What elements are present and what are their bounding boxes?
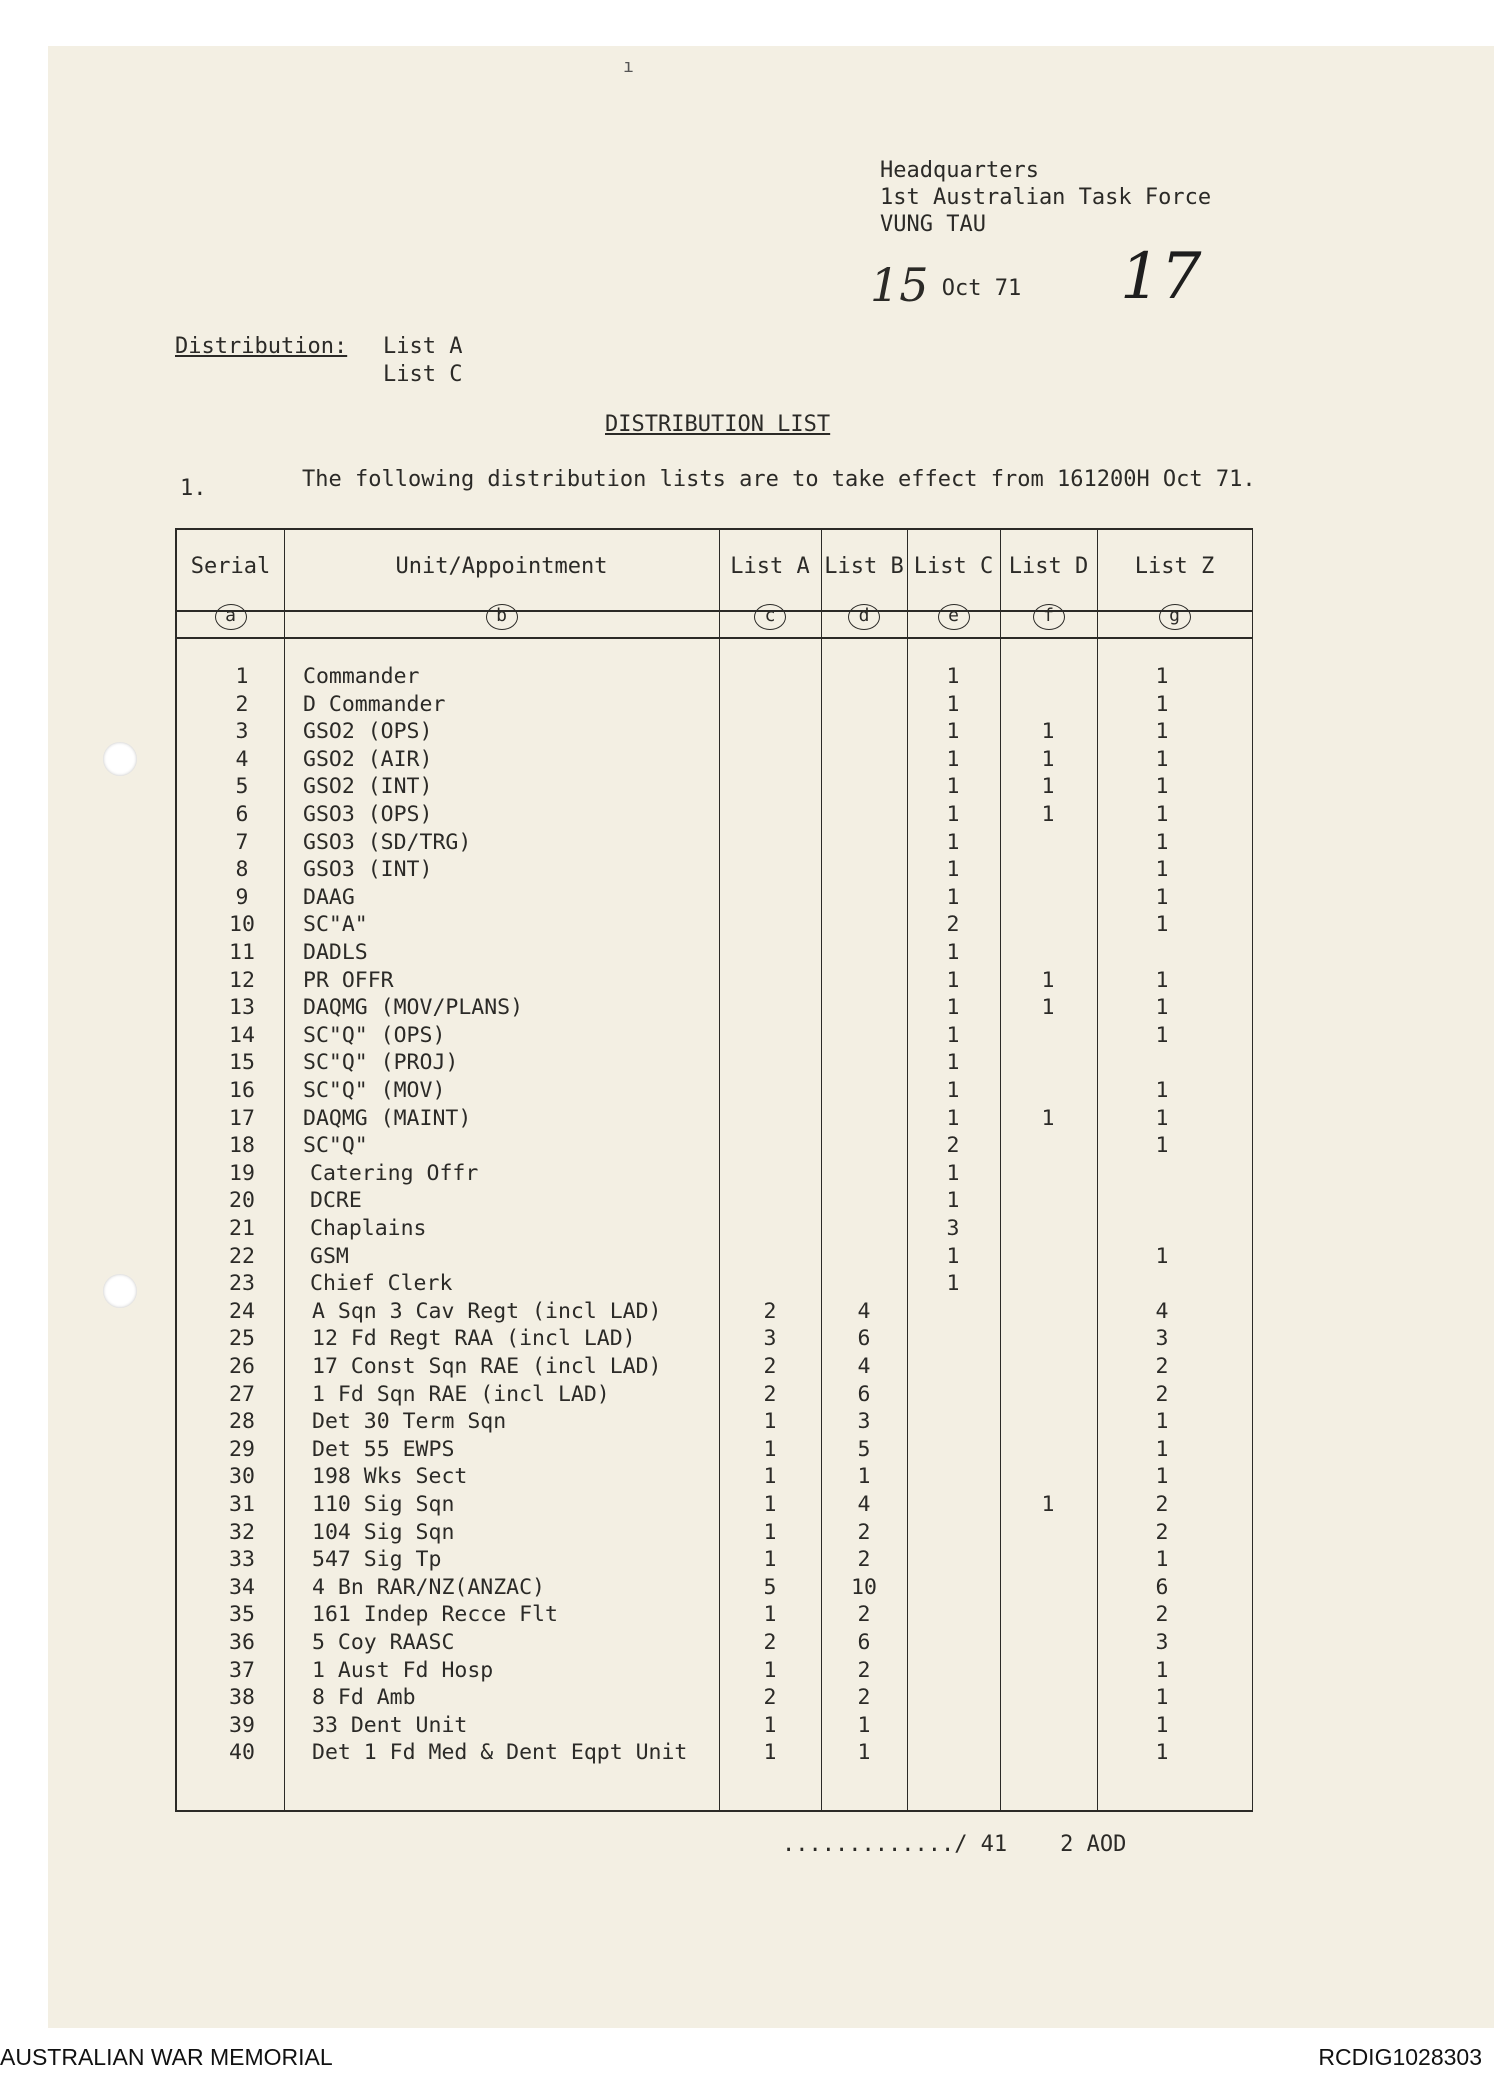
list-c-cell: 1 [946, 691, 960, 717]
table-row [177, 1629, 1252, 1657]
letterhead-line: Headquarters [880, 158, 1039, 183]
list-b-cell: 6 [857, 1381, 871, 1407]
list-b-cell: 2 [857, 1685, 871, 1711]
serial-cell: 30 [229, 1464, 255, 1490]
table-row [177, 1187, 1252, 1215]
serial-cell: 40 [229, 1740, 255, 1766]
table-row [177, 1215, 1252, 1243]
list-c-cell: 1 [946, 1160, 960, 1186]
unit-cell: GSO3 (OPS) [303, 802, 433, 827]
serial-cell: 3 [235, 719, 249, 745]
list-c-cell: 1 [946, 802, 960, 827]
list-z-cell: 1 [1155, 1436, 1169, 1462]
list-z-cell: 2 [1155, 1492, 1169, 1517]
list-b-cell: 4 [857, 1354, 871, 1379]
list-c-cell: 2 [946, 912, 960, 938]
handwritten-folio-number: 17 [1120, 240, 1202, 314]
unit-cell: 161 Indep Recce Flt [312, 1602, 558, 1628]
distribution-table [175, 528, 1253, 1812]
serial-cell: 19 [229, 1160, 255, 1186]
unit-cell: SC"Q" (PROJ) [303, 1050, 459, 1076]
list-z-cell: 1 [1155, 719, 1169, 745]
serial-cell: 16 [229, 1078, 255, 1103]
table-row [177, 1463, 1252, 1491]
serial-cell: 11 [229, 940, 255, 965]
list-d-cell: 1 [1041, 774, 1055, 800]
table-row [177, 801, 1252, 829]
list-c-cell: 1 [946, 719, 960, 745]
list-b-cell: 1 [857, 1712, 871, 1738]
serial-cell: 26 [229, 1354, 255, 1379]
column-letter-text: f [1033, 604, 1065, 630]
serial-cell: 2 [235, 691, 249, 717]
list-c-cell: 1 [946, 884, 960, 910]
serial-cell: 34 [229, 1574, 255, 1600]
list-z-cell: 1 [1155, 912, 1169, 938]
paragraph-text: The following distribution lists are to take effect from 161200H Oct 71. [302, 467, 1256, 492]
list-z-cell: 2 [1155, 1354, 1169, 1379]
page-title: DISTRIBUTION LIST [605, 412, 831, 437]
table-row [177, 746, 1252, 774]
column-letter [1097, 604, 1252, 630]
handwritten-day: 15 [870, 258, 929, 312]
list-z-cell: 1 [1155, 1712, 1169, 1738]
serial-cell: 33 [229, 1547, 255, 1573]
document-date [870, 258, 1021, 312]
column-letter-text: c [754, 604, 786, 630]
unit-cell: Commander [303, 664, 420, 689]
serial-cell: 38 [229, 1685, 255, 1711]
list-z-cell: 4 [1155, 1298, 1169, 1324]
table-row [177, 1243, 1252, 1271]
punch-mark: ı [623, 56, 634, 77]
unit-cell: SC"A" [303, 912, 368, 938]
list-z-cell: 2 [1155, 1519, 1169, 1545]
list-c-cell: 1 [946, 1271, 960, 1297]
unit-cell: A Sqn 3 Cav Regt (incl LAD) [312, 1298, 662, 1324]
unit-cell: DCRE [310, 1188, 362, 1214]
list-z-cell: 1 [1155, 1078, 1169, 1103]
serial-cell: 21 [229, 1216, 255, 1241]
serial-cell: 1 [235, 664, 249, 689]
serial-cell: 7 [235, 829, 249, 855]
unit-cell: 1 Fd Sqn RAE (incl LAD) [312, 1381, 610, 1407]
unit-cell: Chaplains [310, 1216, 427, 1241]
table-row [177, 829, 1252, 857]
column-letter-text: e [938, 604, 970, 630]
serial-cell: 10 [229, 912, 255, 938]
column-header: List C [913, 554, 994, 579]
column-header: Unit/Appointment [395, 554, 608, 579]
serial-cell: 27 [229, 1381, 255, 1407]
unit-cell: GSO2 (AIR) [303, 746, 433, 772]
list-c-cell: 1 [946, 746, 960, 772]
list-c-cell: 3 [946, 1216, 960, 1241]
table-row [177, 1574, 1252, 1602]
list-b-cell: 4 [857, 1298, 871, 1324]
unit-cell: 33 Dent Unit [312, 1712, 468, 1738]
archive-source: AUSTRALIAN WAR MEMORIAL [0, 2044, 333, 2070]
table-row [177, 967, 1252, 995]
unit-cell: SC"Q" (OPS) [303, 1022, 446, 1048]
list-z-cell: 1 [1155, 967, 1169, 993]
column-header: List A [730, 554, 810, 579]
column-letter [284, 604, 719, 630]
list-b-cell: 5 [857, 1436, 871, 1462]
list-c-cell: 1 [946, 774, 960, 800]
column-letter-text: a [215, 604, 247, 630]
list-a-cell: 2 [763, 1354, 777, 1379]
table-row [177, 994, 1252, 1022]
list-b-cell: 2 [857, 1657, 871, 1683]
list-z-cell: 1 [1155, 1547, 1169, 1573]
serial-cell: 4 [235, 746, 249, 772]
serial-cell: 8 [235, 857, 249, 883]
list-z-cell: 1 [1155, 829, 1169, 855]
list-z-cell: 1 [1155, 1243, 1169, 1269]
unit-cell: SC"Q" [303, 1133, 368, 1159]
table-row [177, 1049, 1252, 1077]
list-a-cell: 1 [763, 1519, 777, 1545]
list-c-cell: 1 [946, 1078, 960, 1103]
unit-cell: 5 Coy RAASC [312, 1630, 455, 1655]
unit-cell: Det 1 Fd Med & Dent Eqpt Unit [312, 1740, 688, 1766]
list-d-cell: 1 [1041, 1105, 1055, 1131]
unit-cell: 8 Fd Amb [312, 1685, 416, 1711]
serial-cell: 31 [229, 1492, 255, 1517]
serial-cell: 20 [229, 1188, 255, 1214]
unit-cell: 1 Aust Fd Hosp [312, 1657, 494, 1683]
unit-cell: 4 Bn RAR/NZ(ANZAC) [312, 1574, 545, 1600]
table-row [177, 1132, 1252, 1160]
unit-cell: Det 55 EWPS [312, 1436, 455, 1462]
serial-cell: 18 [229, 1133, 255, 1159]
archive-reference: RCDIG1028303 [1318, 2044, 1482, 2070]
list-d-cell: 1 [1041, 802, 1055, 827]
list-a-cell: 5 [763, 1574, 777, 1600]
table-row [177, 691, 1252, 719]
list-z-cell: 1 [1155, 774, 1169, 800]
list-d-cell: 1 [1041, 995, 1055, 1021]
table-row [177, 1160, 1252, 1188]
list-a-cell: 2 [763, 1685, 777, 1711]
list-c-cell: 1 [946, 1050, 960, 1076]
list-z-cell: 1 [1155, 1657, 1169, 1683]
serial-cell: 35 [229, 1602, 255, 1628]
distribution-value: List C [383, 362, 463, 387]
list-c-cell: 1 [946, 857, 960, 883]
list-z-cell: 1 [1155, 1133, 1169, 1159]
list-c-cell: 1 [946, 664, 960, 689]
unit-cell: 104 Sig Sqn [312, 1519, 455, 1545]
list-z-cell: 1 [1155, 1022, 1169, 1048]
list-c-cell: 1 [946, 829, 960, 855]
serial-cell: 25 [229, 1326, 255, 1352]
list-a-cell: 3 [763, 1326, 777, 1352]
list-z-cell: 1 [1155, 802, 1169, 827]
list-a-cell: 1 [763, 1712, 777, 1738]
table-row [177, 1546, 1252, 1574]
table-row [177, 1739, 1252, 1767]
list-c-cell: 1 [946, 1022, 960, 1048]
letterhead-line: 1st Australian Task Force [880, 185, 1212, 210]
table-row [177, 884, 1252, 912]
table-row [177, 773, 1252, 801]
list-d-cell: 1 [1041, 746, 1055, 772]
list-c-cell: 2 [946, 1133, 960, 1159]
distribution-block [175, 333, 463, 389]
unit-cell: DAQMG (MOV/PLANS) [303, 995, 524, 1021]
table-row [177, 1684, 1252, 1712]
unit-cell: 12 Fd Regt RAA (incl LAD) [312, 1326, 636, 1352]
unit-cell: 17 Const Sqn RAE (incl LAD) [312, 1354, 662, 1379]
letterhead-line: VUNG TAU [880, 212, 986, 237]
unit-cell: 547 Sig Tp [312, 1547, 442, 1573]
column-letter [177, 604, 284, 630]
continuation-page: / 41 [954, 1832, 1008, 1857]
unit-cell: SC"Q" (MOV) [303, 1078, 446, 1103]
continuation-line [782, 1832, 1126, 1857]
table-row [177, 1325, 1252, 1353]
list-a-cell: 1 [763, 1657, 777, 1683]
list-z-cell: 1 [1155, 995, 1169, 1021]
serial-cell: 36 [229, 1630, 255, 1655]
list-b-cell: 1 [857, 1740, 871, 1766]
list-b-cell: 10 [851, 1574, 877, 1600]
column-header: List Z [1134, 554, 1215, 579]
column-letter [821, 604, 907, 630]
list-z-cell: 1 [1155, 746, 1169, 772]
list-b-cell: 2 [857, 1547, 871, 1573]
unit-cell: D Commander [303, 691, 446, 717]
list-z-cell: 2 [1155, 1381, 1169, 1407]
serial-cell: 32 [229, 1519, 255, 1545]
list-a-cell: 1 [763, 1436, 777, 1462]
list-c-cell: 1 [946, 1188, 960, 1214]
table-row [177, 1353, 1252, 1381]
list-z-cell: 2 [1155, 1602, 1169, 1628]
serial-cell: 24 [229, 1298, 255, 1324]
table-row [177, 1408, 1252, 1436]
column-letter [719, 604, 821, 630]
continuation-note: 2 AOD [1060, 1832, 1127, 1857]
list-c-cell: 1 [946, 940, 960, 965]
serial-cell: 12 [229, 967, 255, 993]
list-c-cell: 1 [946, 1243, 960, 1269]
column-header: List D [1008, 554, 1089, 579]
serial-cell: 23 [229, 1271, 255, 1297]
list-z-cell: 1 [1155, 1105, 1169, 1131]
list-z-cell: 1 [1155, 1464, 1169, 1490]
list-a-cell: 2 [763, 1381, 777, 1407]
list-b-cell: 1 [857, 1464, 871, 1490]
list-z-cell: 1 [1155, 664, 1169, 689]
column-letter-text: b [486, 604, 518, 630]
unit-cell: DADLS [303, 940, 368, 965]
distribution-label: Distribution: [175, 334, 348, 359]
list-z-cell: 1 [1155, 884, 1169, 910]
serial-cell: 17 [229, 1105, 255, 1131]
table-row [177, 1381, 1252, 1409]
list-b-cell: 2 [857, 1602, 871, 1628]
unit-cell: Det 30 Term Sqn [312, 1409, 507, 1435]
serial-cell: 14 [229, 1022, 255, 1048]
list-d-cell: 1 [1041, 1492, 1055, 1517]
table-row [177, 1601, 1252, 1629]
unit-cell: GSM [310, 1243, 349, 1269]
list-z-cell: 1 [1155, 1685, 1169, 1711]
list-z-cell: 3 [1155, 1630, 1169, 1655]
table-row [177, 1298, 1252, 1326]
serial-cell: 37 [229, 1657, 255, 1683]
column-letter-text: g [1159, 604, 1191, 630]
punch-hole-lower [103, 1274, 137, 1308]
table-row [177, 1519, 1252, 1547]
list-b-cell: 6 [857, 1326, 871, 1352]
list-a-cell: 1 [763, 1492, 777, 1517]
table-row [177, 1436, 1252, 1464]
table-row [177, 718, 1252, 746]
unit-cell: DAAG [303, 884, 355, 910]
date-month-year: Oct 71 [941, 276, 1022, 301]
list-z-cell: 1 [1155, 1409, 1169, 1435]
serial-cell: 29 [229, 1436, 255, 1462]
column-letter [907, 604, 1000, 630]
list-a-cell: 1 [763, 1409, 777, 1435]
list-b-cell: 2 [857, 1519, 871, 1545]
unit-cell: PR OFFR [303, 967, 394, 993]
table-row [177, 1491, 1252, 1519]
list-z-cell: 6 [1155, 1574, 1169, 1600]
unit-cell: GSO2 (INT) [303, 774, 433, 800]
serial-cell: 9 [235, 884, 249, 910]
column-header: List B [824, 554, 904, 579]
unit-cell: 110 Sig Sqn [312, 1492, 455, 1517]
table-row [177, 911, 1252, 939]
serial-cell: 28 [229, 1409, 255, 1435]
serial-cell: 6 [235, 802, 249, 827]
column-header: Serial [190, 554, 271, 579]
unit-cell: GSO3 (SD/TRG) [303, 829, 472, 855]
list-c-cell: 1 [946, 995, 960, 1021]
serial-cell: 13 [229, 995, 255, 1021]
table-row [177, 1712, 1252, 1740]
list-a-cell: 1 [763, 1602, 777, 1628]
letter-rule [177, 637, 1252, 639]
punch-hole-upper [103, 742, 137, 776]
list-c-cell: 1 [946, 967, 960, 993]
column-letter-text: d [848, 604, 880, 630]
paragraph-number: 1. [180, 476, 207, 501]
list-b-cell: 3 [857, 1409, 871, 1435]
table-row [177, 1270, 1252, 1298]
list-a-cell: 1 [763, 1547, 777, 1573]
list-z-cell: 1 [1155, 1740, 1169, 1766]
list-z-cell: 3 [1155, 1326, 1169, 1352]
list-d-cell: 1 [1041, 967, 1055, 993]
list-a-cell: 1 [763, 1740, 777, 1766]
table-row [177, 1077, 1252, 1105]
unit-cell: GSO2 (OPS) [303, 719, 433, 745]
table-row [177, 939, 1252, 967]
unit-cell: DAQMG (MAINT) [303, 1105, 472, 1131]
table-row [177, 1657, 1252, 1685]
list-z-cell: 1 [1155, 857, 1169, 883]
list-a-cell: 2 [763, 1298, 777, 1324]
table-row [177, 856, 1252, 884]
list-b-cell: 6 [857, 1630, 871, 1655]
serial-cell: 15 [229, 1050, 255, 1076]
table-row [177, 663, 1252, 691]
table-row [177, 1105, 1252, 1133]
distribution-value: List A [383, 334, 463, 359]
list-d-cell: 1 [1041, 719, 1055, 745]
table-row [177, 1022, 1252, 1050]
serial-cell: 22 [229, 1243, 255, 1269]
column-letter [1000, 604, 1097, 630]
serial-cell: 5 [235, 774, 249, 800]
list-z-cell: 1 [1155, 691, 1169, 717]
continuation-dots: ............. [782, 1832, 955, 1857]
list-a-cell: 1 [763, 1464, 777, 1490]
serial-cell: 39 [229, 1712, 255, 1738]
list-a-cell: 2 [763, 1630, 777, 1655]
letterhead [880, 157, 1211, 238]
unit-cell: Chief Clerk [310, 1271, 453, 1297]
list-c-cell: 1 [946, 1105, 960, 1131]
unit-cell: 198 Wks Sect [312, 1464, 468, 1490]
unit-cell: Catering Offr [310, 1160, 479, 1186]
list-b-cell: 4 [857, 1492, 871, 1517]
unit-cell: GSO3 (INT) [303, 857, 433, 883]
